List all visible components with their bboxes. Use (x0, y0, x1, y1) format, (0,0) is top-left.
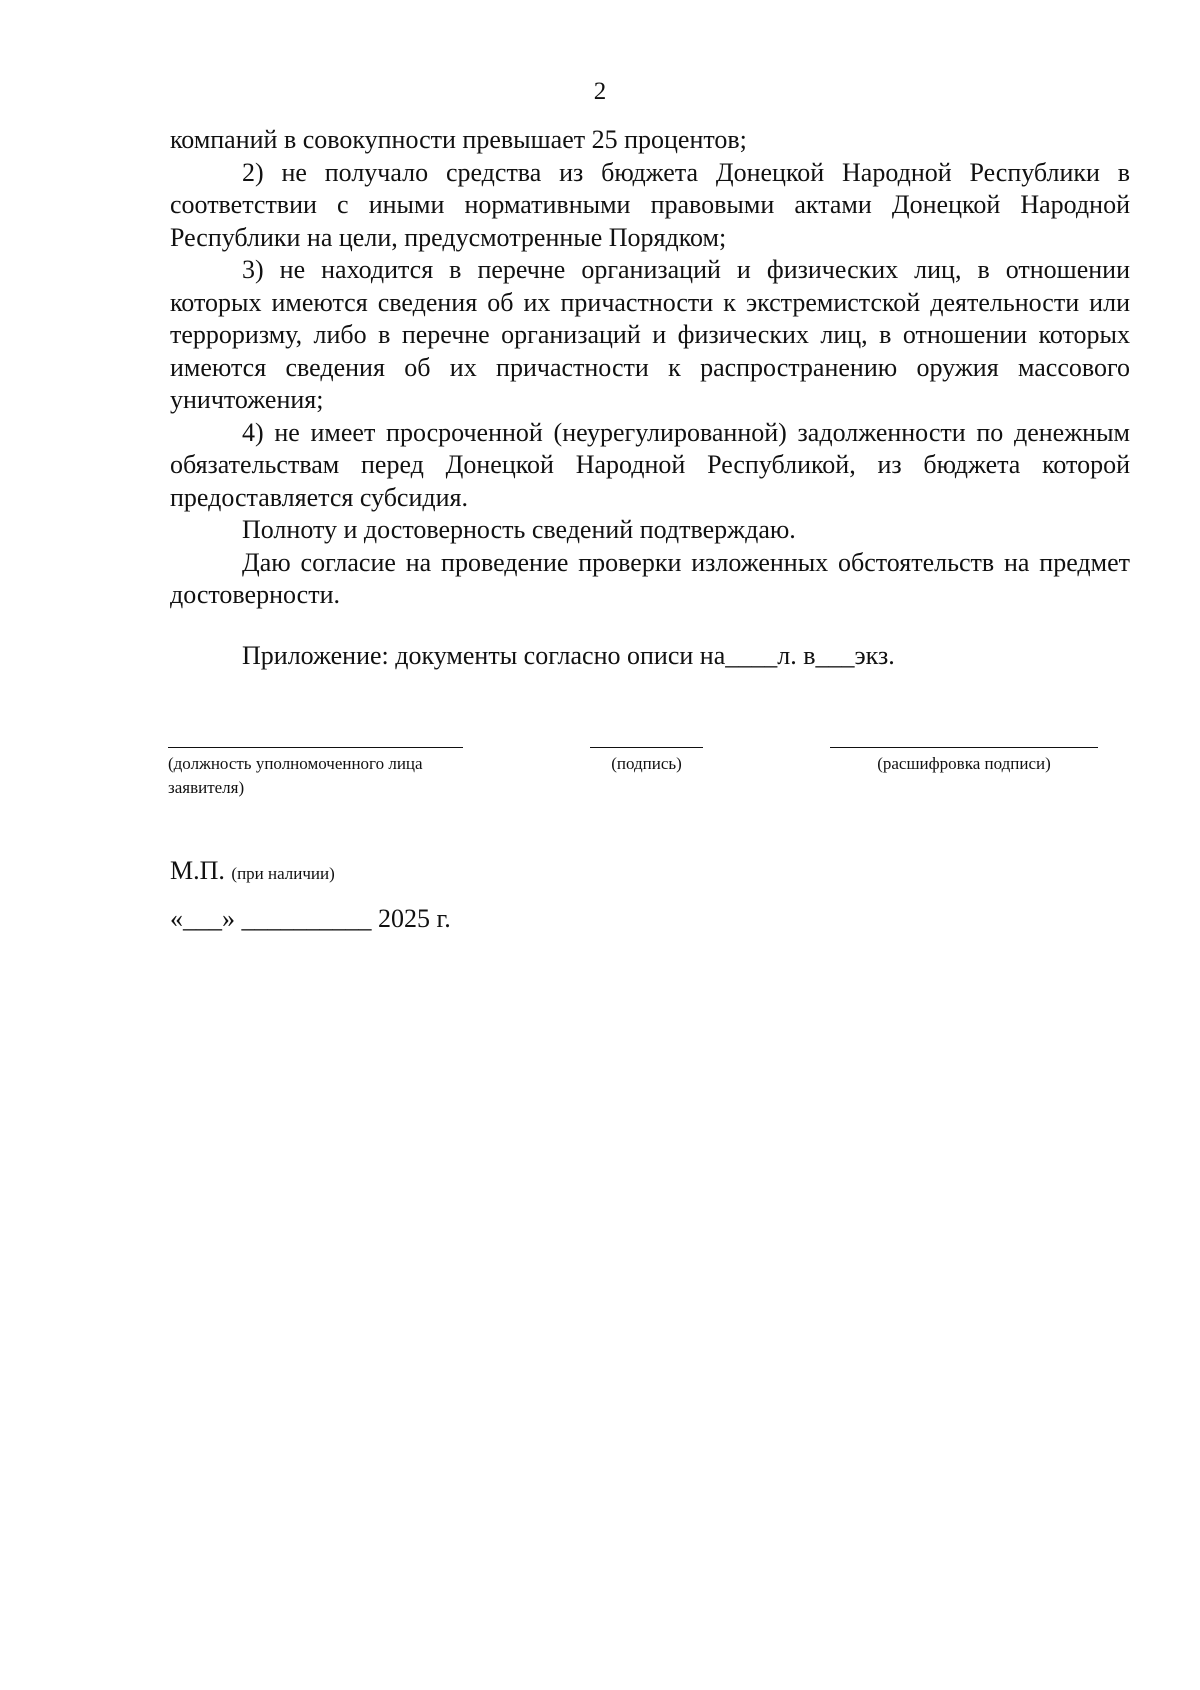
paragraph-item-3: 3) не находится в перечне организаций и физических лиц, в отношении которых имеются сведения об их причастности к экстремистской деятельности или терроризму, либо в перечне организаций и физических лиц, в отношении которых имеются сведения об их причастности к распространению оружия массового уничтожения; (170, 255, 1130, 414)
paragraph-item-4: 4) не имеет просроченной (неурегулированной) задолженности по денежным обязательствам перед Донецкой Народной Республикой, из бюджета которой предоставляется субсидия. (170, 417, 1130, 512)
paragraph-item-2: 2) не получало средства из бюджета Донецкой Народной Республики в соответствии с иными нормативными правовыми актами Донецкой Народной Республики на цели, предусмотренные Порядком; (170, 157, 1130, 252)
paragraph-continuation: компаний в совокупности превышает 25 процентов; (170, 125, 747, 154)
paragraph-confirmation: Полноту и достоверность сведений подтверждаю. (242, 515, 796, 544)
document-body (170, 124, 1130, 672)
signature-line (590, 747, 703, 748)
stamp-label: М.П. (170, 856, 225, 885)
page-number: 2 (593, 78, 607, 105)
decryption-caption: (расшифровка подписи) (877, 754, 1051, 773)
paragraph-consent: Даю согласие на проведение проверки изложенных обстоятельств на предмет достоверности. (170, 547, 1130, 609)
stamp-note: (при наличии) (231, 864, 335, 883)
position-caption: (должность уполномоченного лица заявителя) (168, 754, 423, 797)
appendix-line: Приложение: документы согласно описи на____л. в___экз. (242, 640, 895, 670)
signature-caption: (подпись) (611, 754, 682, 773)
decryption-signature-line (830, 747, 1098, 748)
stamp-placeholder (170, 856, 335, 886)
position-signature-line (168, 747, 463, 748)
date-line: «___» __________ 2025 г. (170, 904, 451, 933)
